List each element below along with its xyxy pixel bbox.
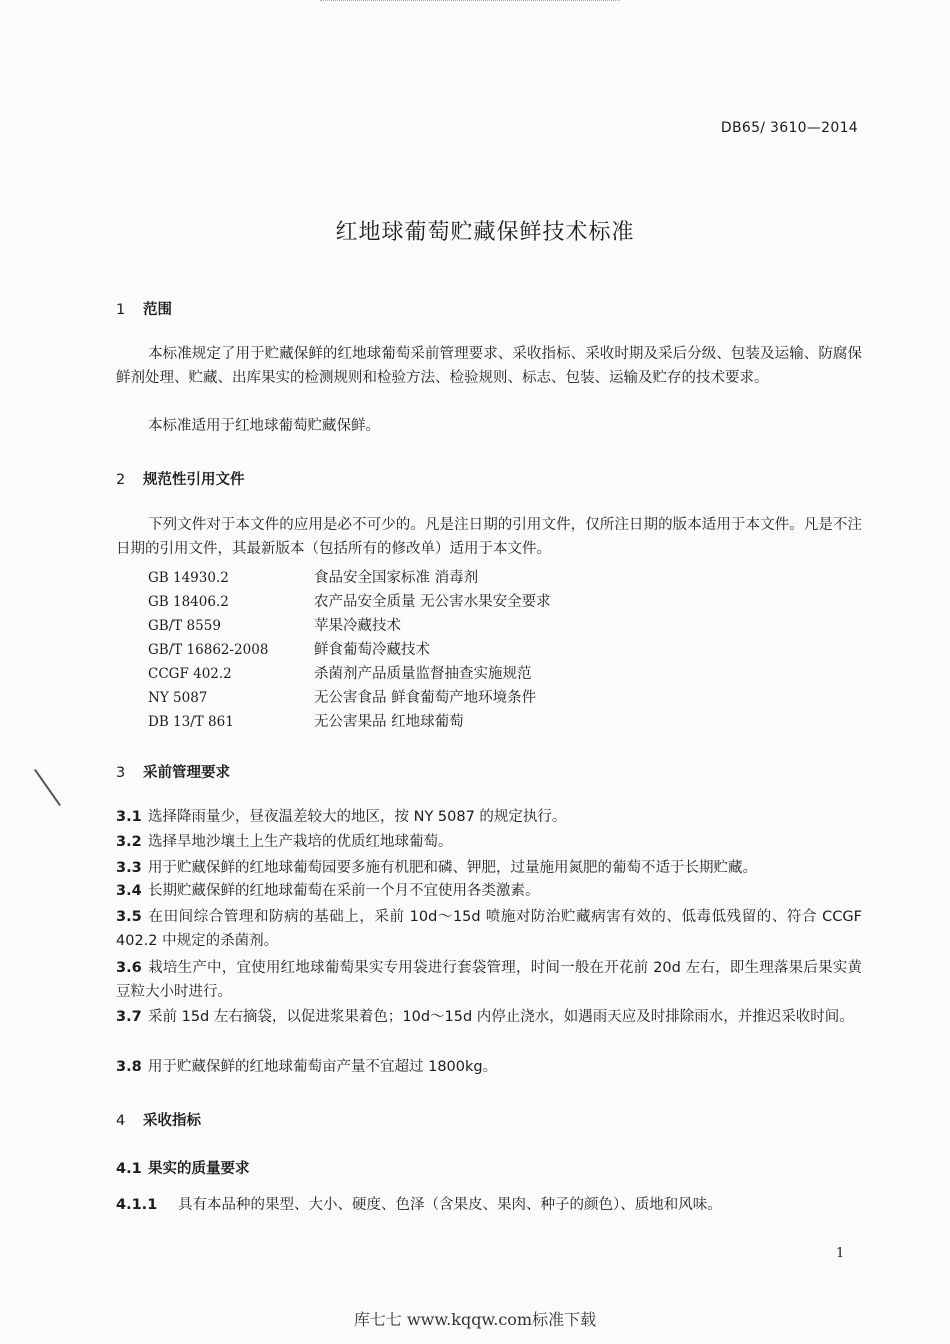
reference-name: 无公害果品 红地球葡萄 — [314, 714, 464, 730]
clause-3-8: 3.8 用于贮藏保鲜的红地球葡萄亩产量不宜超过 1800kg。 — [116, 1059, 498, 1075]
section-title: 采收指标 — [143, 1113, 201, 1129]
clause-3-3: 3.3 用于贮藏保鲜的红地球葡萄园要多施有机肥和磷、钾肥，过量施用氮肥的葡萄不适于长期贮藏。 — [116, 860, 757, 876]
section-heading-normative-references — [116, 468, 245, 489]
section-number: 4 — [116, 1113, 126, 1129]
reference-name: 食品安全国家标准 消毒剂 — [314, 570, 479, 586]
reference-code: CCGF 402.2 — [148, 666, 232, 682]
clause-3-6: 3.6 栽培生产中，宜使用红地球葡萄果实专用袋进行套袋管理，时间一般在开花前 20d 左右，即生理落果后果实黄豆粒大小时进行。 — [116, 960, 862, 1000]
reference-name: 杀菌剂产品质量监督抽查实施规范 — [314, 666, 532, 682]
reference-item — [148, 710, 464, 731]
scan-mark — [34, 769, 61, 806]
clause-3-5: 3.5 在田间综合管理和防病的基础上，采前 10d～15d 喷施对防治贮藏病害有效的、低毒低残留的、符合 CCGF 402.2 中规定的杀菌剂。 — [116, 909, 862, 949]
reference-code: DB 13/T 861 — [148, 714, 234, 730]
section-title: 范围 — [143, 302, 172, 318]
reference-name: 无公害食品 鲜食葡萄产地环境条件 — [314, 690, 537, 706]
reference-code: GB/T 16862-2008 — [148, 642, 269, 658]
references-intro: 下列文件对于本文件的应用是必不可少的。凡是注日期的引用文件，仅所注日期的版本适用于本文件。凡是不注日期的引用文件，其最新版本（包括所有的修改单）适用于本文件。 — [116, 517, 862, 557]
reference-code: GB/T 8559 — [148, 618, 221, 634]
scan-artifact — [320, 0, 620, 9]
subsection-title: 果实的质量要求 — [148, 1161, 250, 1177]
reference-item — [148, 638, 430, 659]
scope-paragraph-2: 本标准适用于红地球葡萄贮藏保鲜。 — [148, 418, 380, 434]
reference-name: 农产品安全质量 无公害水果安全要求 — [314, 594, 551, 610]
section-heading-preharvest — [116, 761, 230, 782]
reference-code: GB 14930.2 — [148, 570, 229, 586]
reference-name: 鲜食葡萄冷藏技术 — [314, 642, 430, 658]
document-code: DB65/ 3610—2014 — [720, 120, 858, 136]
clause-3-2: 3.2 选择旱地沙壤土上生产栽培的优质红地球葡萄。 — [116, 834, 453, 850]
page-number: 1 — [836, 1246, 845, 1261]
reference-item — [148, 590, 551, 611]
reference-code: NY 5087 — [148, 690, 208, 706]
section-title: 采前管理要求 — [143, 765, 230, 781]
reference-code: GB 18406.2 — [148, 594, 229, 610]
section-heading-harvest-indicators — [116, 1109, 201, 1130]
section-title: 规范性引用文件 — [143, 472, 245, 488]
section-number: 2 — [116, 472, 126, 488]
clause-3-4: 3.4 长期贮藏保鲜的红地球葡萄在采前一个月不宜使用各类激素。 — [116, 883, 540, 899]
reference-name: 苹果冷藏技术 — [314, 618, 401, 634]
clause-3-1: 3.1 选择降雨量少，昼夜温差较大的地区，按 NY 5087 的规定执行。 — [116, 809, 567, 825]
footer-watermark: 库七七 www.kqqw.com标准下载 — [353, 1310, 597, 1329]
reference-item — [148, 662, 532, 683]
reference-item — [148, 566, 478, 587]
reference-item — [148, 686, 536, 707]
clause-4-1-1: 4.1.1 具有本品种的果型、大小、硬度、色泽（含果皮、果肉、种子的颜色）、质地和风味。 — [116, 1197, 722, 1213]
subsection-number: 4.1 — [116, 1161, 142, 1177]
subsection-heading-fruit-quality — [116, 1157, 250, 1178]
section-number: 3 — [116, 765, 126, 781]
reference-item — [148, 614, 401, 635]
clause-3-7: 3.7 采前 15d 左右摘袋，以促进浆果着色；10d～15d 内停止浇水，如遇雨天应及时排除雨水，并推迟采收时间。 — [116, 1009, 854, 1025]
document-title: 红地球葡萄贮藏保鲜技术标准 — [335, 220, 635, 245]
section-heading-scope — [116, 298, 172, 319]
section-number: 1 — [116, 302, 126, 318]
scope-paragraph-1: 本标准规定了用于贮藏保鲜的红地球葡萄采前管理要求、采收指标、采收时期及采后分级、包装及运输、防腐保鲜剂处理、贮藏、出库果实的检测规则和检验方法、检验规则、标志、包装、运输及贮存的技术要求。 — [116, 346, 862, 386]
